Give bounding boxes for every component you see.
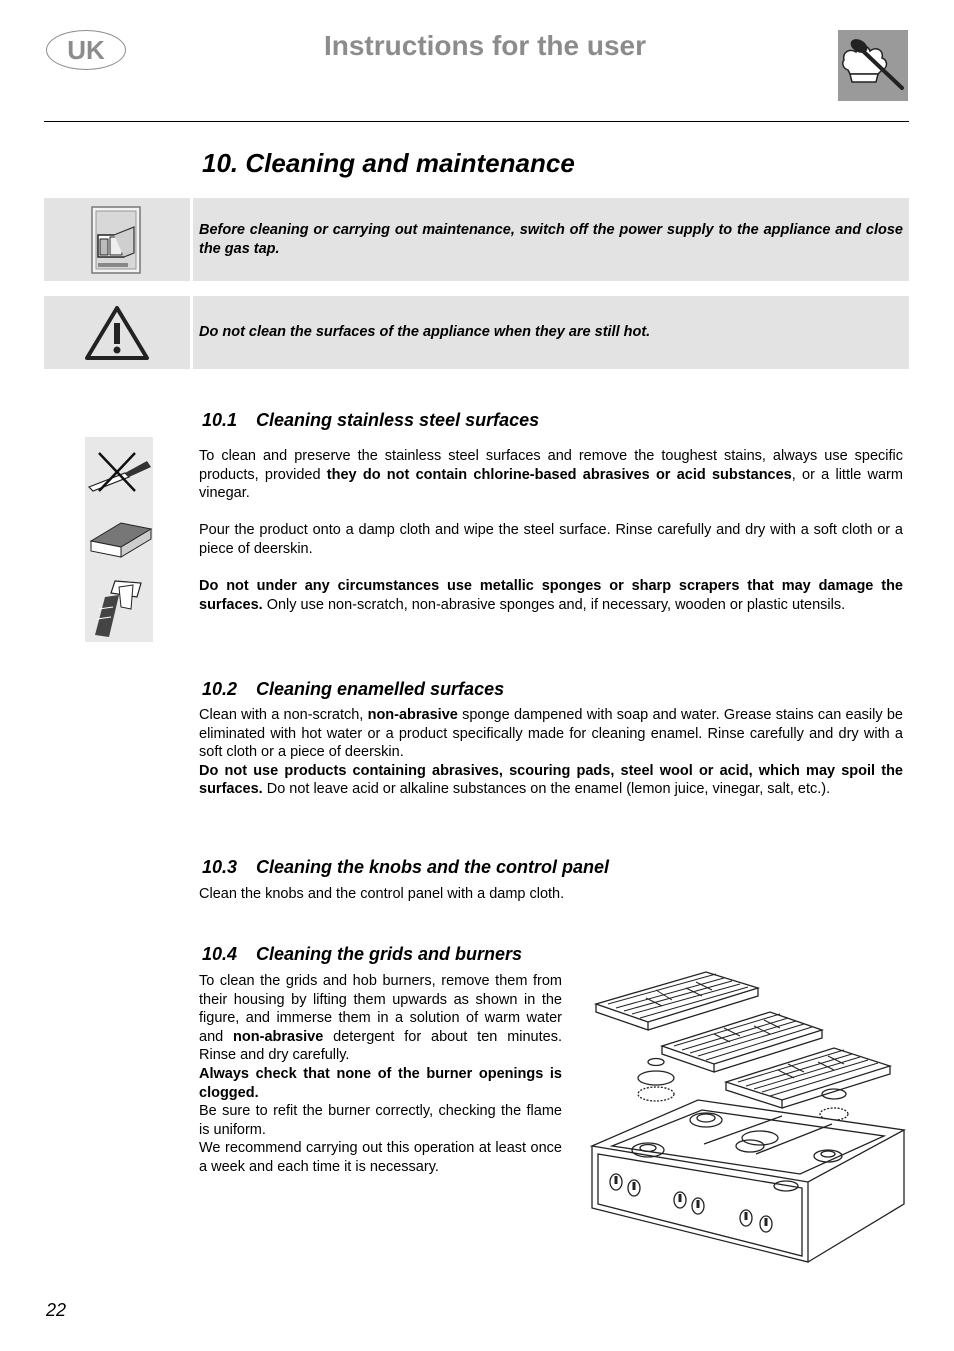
text-run: To clean and preserve the stainless steel surfaces and remove the toughest stains, always use specific products, provided xyxy=(199,448,903,483)
page-number: 22 xyxy=(46,1300,67,1320)
warning-icon-cell xyxy=(44,296,190,369)
language-badge-text: UK xyxy=(67,34,105,65)
section-10-1-body xyxy=(199,447,903,614)
warning-triangle-icon xyxy=(84,304,150,362)
chef-hat-spoon-icon xyxy=(838,30,908,101)
text-run: Clean with a non-scratch, xyxy=(199,707,368,723)
text-run-bold: Do not use products containing abrasives, scouring pads, steel wool or acid, which may spoil the surfaces. xyxy=(199,762,903,798)
section-number: 10.2 xyxy=(202,679,238,699)
section-title: Cleaning stainless steel surfaces xyxy=(256,410,540,430)
paragraph xyxy=(199,762,903,799)
text-run-bold: non-abrasive xyxy=(367,707,458,723)
warning-text: Before cleaning or carrying out maintenance, switch off the power supply to the appliance and close the gas tap. xyxy=(193,198,909,281)
section-number: 10.4 xyxy=(202,944,238,964)
section-heading-10-4 xyxy=(202,944,522,965)
language-badge xyxy=(46,30,126,70)
section-number: 10.3 xyxy=(202,857,238,877)
chapter-title: 10. Cleaning and maintenance xyxy=(202,148,575,178)
paragraph xyxy=(199,706,903,762)
paragraph: Be sure to refit the burner correctly, checking the flame is uniform. xyxy=(199,1103,562,1138)
text-run: To clean the grids and hob burners, remove them from their housing by lifting them upwards as shown in the figure, and immerse them in a solution of warm water and xyxy=(199,973,562,1045)
paragraph: We recommend carrying out this operation at least once a week and each time it is necessary. xyxy=(199,1140,562,1175)
section-10-3-body xyxy=(199,885,903,904)
section-number: 10.1 xyxy=(202,410,238,430)
paragraph xyxy=(199,577,903,614)
text-run: sponge dampened with soap and water. Grease stains can easily be eliminated with hot water or a product specifically made for cleaning enamel. Rinse carefully and dry with a soft cloth or a piece of deerskin. xyxy=(199,707,903,761)
section-10-2-body xyxy=(199,706,903,799)
page-header-title: Instructions for the user xyxy=(323,30,647,61)
paragraph xyxy=(199,1065,562,1102)
section-10-4-body xyxy=(199,972,562,1177)
paragraph xyxy=(199,972,562,1065)
text-run: Only use non-scratch, non-abrasive sponges and, if necessary, wooden or plastic utensils. xyxy=(262,596,846,613)
warning-box-power xyxy=(44,198,909,281)
text-run-bold: Always check that none of the burner openings is clogged. xyxy=(199,1065,562,1101)
warning-icon-cell xyxy=(44,198,190,281)
text-run: detergent for about ten minutes. Rinse and dry carefully. xyxy=(199,1028,562,1064)
text-run: , or a little warm vinegar. xyxy=(199,466,903,502)
section-title: Cleaning the knobs and the control panel xyxy=(256,857,610,877)
section-heading-10-3 xyxy=(202,857,609,878)
stainless-care-icons xyxy=(85,437,153,642)
warning-box-hot xyxy=(44,296,909,369)
text-run: Do not leave acid or alkaline substances on the enamel (lemon juice, vinegar, salt, etc.). xyxy=(262,781,831,798)
hob-grids-burners-illustration xyxy=(586,968,908,1266)
warning-text: Do not clean the surfaces of the appliance when they are still hot. xyxy=(193,296,909,369)
section-title: Cleaning enamelled surfaces xyxy=(256,679,505,699)
section-title: Cleaning the grids and burners xyxy=(256,944,523,964)
section-heading-10-1 xyxy=(202,410,539,431)
header-divider xyxy=(44,121,909,122)
paragraph: Pour the product onto a damp cloth and wipe the steel surface. Rinse carefully and dry with a soft cloth or a piece of deerskin. xyxy=(199,522,903,557)
text-run-bold: non-abrasive xyxy=(233,1028,324,1045)
paragraph: Clean the knobs and the control panel with a damp cloth. xyxy=(199,886,565,902)
section-heading-10-2 xyxy=(202,679,504,700)
paragraph xyxy=(199,447,903,503)
power-switch-icon xyxy=(90,205,144,275)
text-run-bold: they do not contain chlorine-based abrasives or acid substances xyxy=(326,466,792,483)
text-run-bold: Do not under any circumstances use metallic sponges or sharp scrapers that may damage the surfaces. xyxy=(199,578,903,613)
